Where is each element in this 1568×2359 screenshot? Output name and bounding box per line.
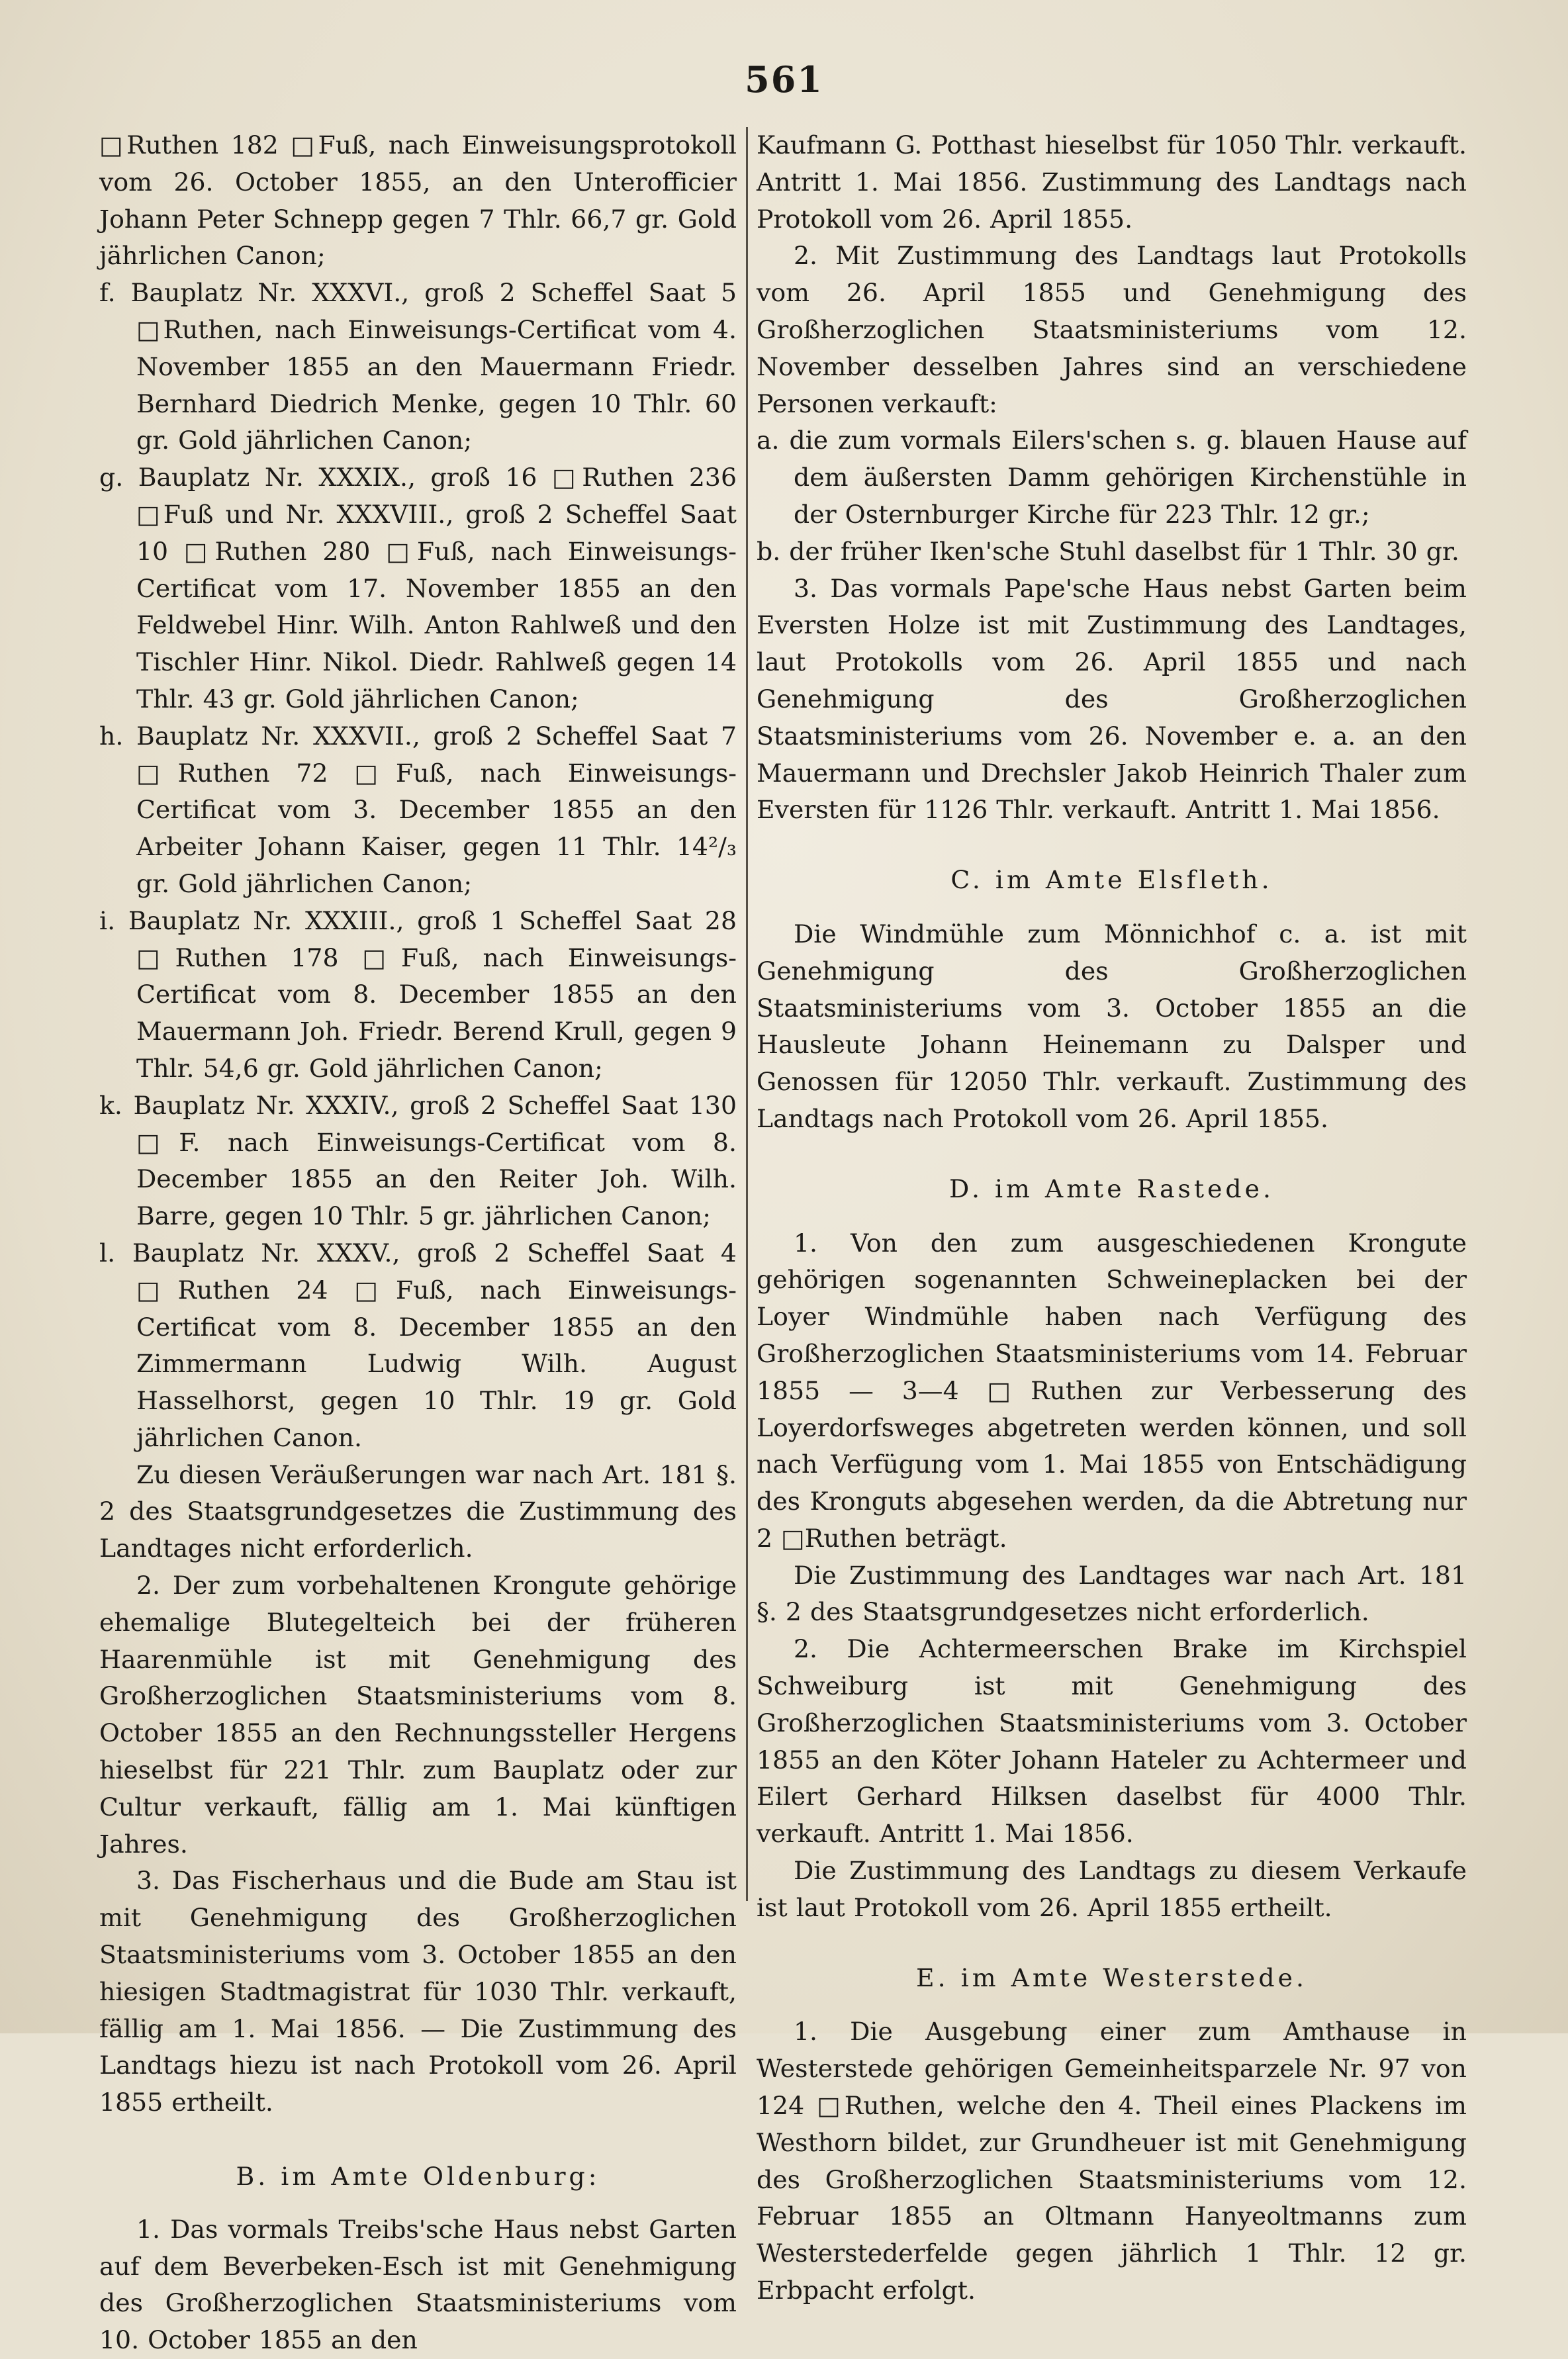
section-heading: B. im Amte Oldenburg:	[236, 2162, 600, 2192]
paragraph: Kaufmann G. Potthast hieselbst für 1050 Thlr. verkauft. Antritt 1. Mai 1856. Zustimmung des Landtags nach Protokoll vom 26. April 1855.	[757, 130, 1467, 234]
list-item: k. Bauplatz Nr. XXXIV., groß 2 Scheffel Saat 130 □F. nach Einweisungs-Certificat vom 8. December 1855 an den Reiter Joh. Wilh. Barre, gegen 10 Thlr. 5 gr. jährlichen Canon;	[99, 1090, 737, 1231]
list-item: a. die zum vormals Eilers'schen s. g. blauen Hause auf dem äußersten Damm gehörigen Kirchenstühle in der Osternburger Kirche für 223 Thlr. 12 gr.;	[757, 426, 1467, 529]
paragraph: Die Windmühle zum Mönnichhof c. a. ist mit Genehmigung des Großherzoglichen Staatsministeriums vom 3. October 1855 an die Hausleute Johann Heinemann zu Dalsper und Genossen für 12050 Thlr. verkauft. Zustimmung des Landtags nach Protokoll vom 26. April 1855.	[757, 919, 1467, 1133]
paragraph: Zu diesen Veräußerungen war nach Art. 181 §. 2 des Staatsgrundgesetzes die Zustimmung des Landtages nicht erforderlich.	[99, 1459, 737, 1563]
paragraph: 2. Die Achtermeerschen Brake im Kirchspiel Schweiburg ist mit Genehmigung des Großherzoglichen Staatsministeriums vom 3. October 1855 an den Köter Johann Hateler zu Achtermeer und Eilert Gerhard Hilksen daselbst für 4000 Thlr. verkauft. Antritt 1. Mai 1856.	[757, 1634, 1467, 1849]
section-heading: C. im Amte Elsfleth.	[950, 865, 1273, 895]
left-column	[99, 127, 737, 2359]
list-item: b. der früher Iken'sche Stuhl daselbst für 1 Thlr. 30 gr.	[757, 536, 1459, 566]
right-column	[757, 127, 1467, 2309]
paragraph: 1. Die Ausgebung einer zum Amthause in Westerstede gehörigen Gemeinheitsparzele Nr. 97 von 124 □Ruthen, welche den 4. Theil eines Plackens im Westhorn bildet, zur Grundheuer ist mit Genehmigung des Großherzoglichen Staatsministeriums vom 12. Februar 1855 an Oltmann Hanyeoltmanns zum Westerstederfelde gegen jährlich 1 Thlr. 12 gr. Erbpacht erfolgt.	[757, 2017, 1467, 2305]
list-item: g. Bauplatz Nr. XXXIX., groß 16 □Ruthen 236 □Fuß und Nr. XXXVIII., groß 2 Scheffel Saat 10 □Ruthen 280 □Fuß, nach Einweisungs-Certificat vom 17. November 1855 an den Feldwebel Hinr. Wilh. Anton Rahlweß und den Tischler Hinr. Nikol. Diedr. Rahlweß gegen 14 Thlr. 43 gr. Gold jährlichen Canon;	[99, 463, 737, 714]
column-divider	[746, 127, 748, 1901]
paragraph: 1. Von den zum ausgeschiedenen Krongute gehörigen sogenannten Schweineplacken bei der Loyer Windmühle haben nach Verfügung des Großherzoglichen Staatsministeriums vom 14. Februar 1855 — 3—4 □Ruthen zur Verbesserung des Loyerdorfsweges abgetreten werden können, und soll nach Verfügung vom 1. Mai 1855 von Entschädigung des Kronguts abgesehen werden, da die Abtretung nur 2 □Ruthen beträgt.	[757, 1228, 1467, 1553]
paragraph: 1. Das vormals Treibs'sche Haus nebst Garten auf dem Beverbeken-Esch ist mit Genehmigung des Großherzoglichen Staatsministeriums vom 10. October 1855 an den	[99, 2214, 737, 2355]
paragraph: 2. Mit Zustimmung des Landtags laut Protokolls vom 26. April 1855 und Genehmigung des Großherzoglichen Staatsministeriums vom 12. November desselben Jahres sind an verschiedene Personen verkauft:	[757, 241, 1467, 418]
paragraph: Die Zustimmung des Landtages war nach Art. 181 §. 2 des Staatsgrundgesetzes nicht erforderlich.	[757, 1560, 1467, 1627]
section-heading: E. im Amte Westerstede.	[916, 1963, 1307, 1992]
page-number: 561	[745, 58, 823, 101]
paragraph: 3. Das Fischerhaus und die Bude am Stau ist mit Genehmigung des Großherzoglichen Staatsministeriums vom 3. October 1855 an den hiesigen Stadtmagistrat für 1030 Thlr. verkauft, fällig am 1. Mai 1856. — Die Zustimmung des Landtags hiezu ist nach Protokoll vom 26. April 1855 ertheilt.	[99, 1866, 737, 2117]
section-heading: D. im Amte Rastede.	[948, 1174, 1275, 1203]
paragraph: 2. Der zum vorbehaltenen Krongute gehörige ehemalige Blutegelteich bei der früheren Haarenmühle ist mit Genehmigung des Großherzoglichen Staatsministeriums vom 8. October 1855 an den Rechnungssteller Hergens hieselbst für 221 Thlr. zum Bauplatz oder zur Cultur verkauft, fällig am 1. Mai künftigen Jahres.	[99, 1571, 737, 1859]
list-item: l. Bauplatz Nr. XXXV., groß 2 Scheffel Saat 4 □Ruthen 24 □Fuß, nach Einweisungs-Certificat vom 8. December 1855 an den Zimmermann Ludwig Wilh. August Hasselhorst, gegen 10 Thlr. 19 gr. Gold jährlichen Canon.	[99, 1238, 737, 1452]
paragraph: 3. Das vormals Pape'sche Haus nebst Garten beim Eversten Holze ist mit Zustimmung des Landtages, laut Protokolls vom 26. April 1855 und nach Genehmigung des Großherzoglichen Staatsministeriums vom 26. November e. a. an den Mauermann und Drechsler Jakob Heinrich Thaler zum Eversten für 1126 Thlr. verkauft. Antritt 1. Mai 1856.	[757, 573, 1467, 825]
paragraph: □Ruthen 182 □Fuß, nach Einweisungsprotokoll vom 26. October 1855, an den Unterofficier Johann Peter Schnepp gegen 7 Thlr. 66,7 gr. Gold jährlichen Canon;	[99, 130, 737, 271]
list-item: h. Bauplatz Nr. XXXVII., groß 2 Scheffel Saat 7 □Ruthen 72 □Fuß, nach Einweisungs-Certificat vom 3. December 1855 an den Arbeiter Johann Kaiser, gegen 11 Thlr. 14²/₃ gr. Gold jährlichen Canon;	[99, 721, 737, 898]
list-item: f. Bauplatz Nr. XXXVI., groß 2 Scheffel Saat 5 □Ruthen, nach Einweisungs-Certificat vom 4. November 1855 an den Mauermann Friedr. Bernhard Diedrich Menke, gegen 10 Thlr. 60 gr. Gold jährlichen Canon;	[99, 278, 737, 455]
paragraph: Die Zustimmung des Landtags zu diesem Verkaufe ist laut Protokoll vom 26. April 1855 ertheilt.	[757, 1856, 1467, 1922]
list-item: i. Bauplatz Nr. XXXIII., groß 1 Scheffel Saat 28 □Ruthen 178 □Fuß, nach Einweisungs-Certificat vom 8. December 1855 an den Mauermann Joh. Friedr. Berend Krull, gegen 9 Thlr. 54,6 gr. Gold jährlichen Canon;	[99, 905, 737, 1083]
